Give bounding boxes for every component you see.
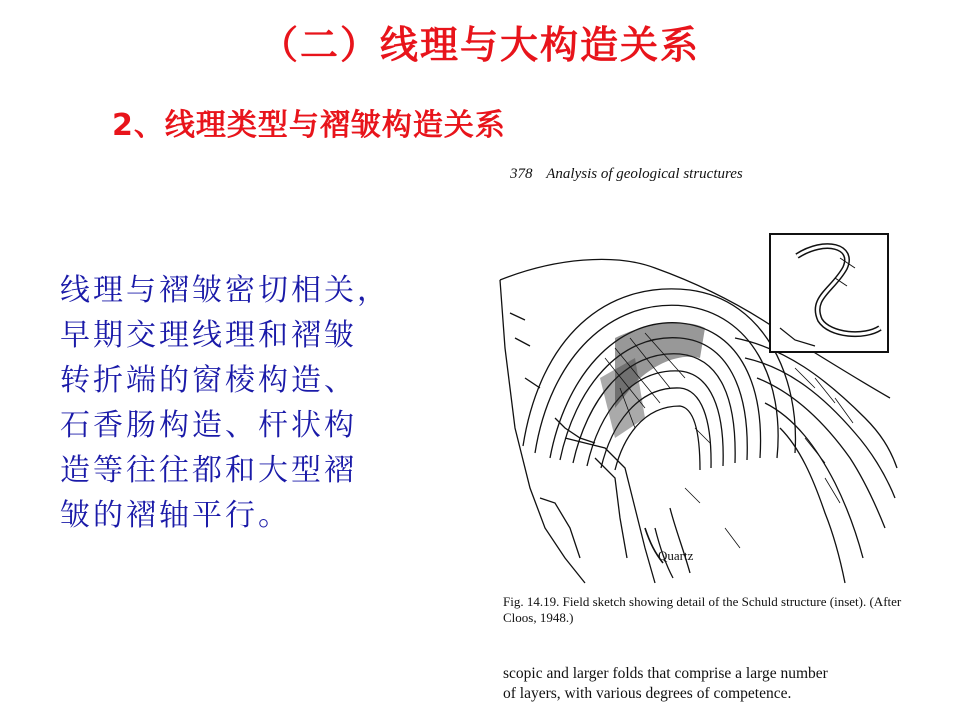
body-paragraph [60,268,430,538]
body-line: 皱的褶轴平行。 [60,498,291,533]
body-line: 造等往往都和大型褶 [60,453,357,488]
book-text-line: scopic and larger folds that comprise a large number [503,665,828,682]
book-page-title: Analysis of geological structures [546,166,743,182]
slide-title: （二）线理与大构造关系 [259,23,700,67]
figure-caption: Fig. 14.19. Field sketch showing detail of the Schuld structure (inset). (After Cloos, 1948.) [503,594,902,625]
book-page-header [510,166,743,183]
quartz-label: Quartz [658,548,694,563]
book-text-line: of layers, with various degrees of competence. [503,685,792,702]
body-line: 转折端的窗棱构造、 [60,363,357,398]
body-line: 石香肠构造、杆状构 [60,408,357,443]
inset-fold-diagram [770,234,888,352]
fold-field-sketch [495,228,905,590]
body-line: 早期交理线理和褶皱 [60,318,357,353]
page-number: 378 [510,166,533,182]
slide-subtitle: 2、线理类型与褶皱构造关系 [112,108,506,143]
body-line: 线理与褶皱密切相关， [60,273,390,308]
book-text-excerpt [503,664,903,704]
